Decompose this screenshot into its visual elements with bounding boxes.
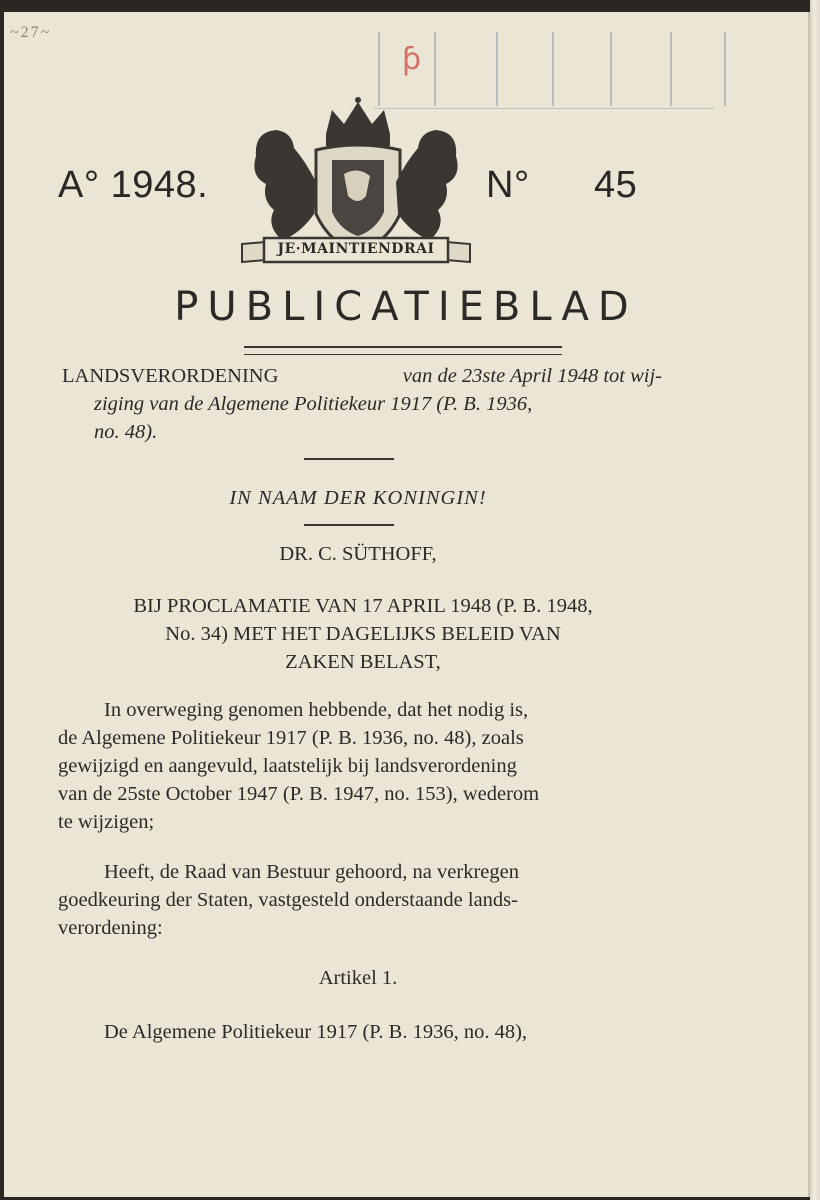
publication-title: PUBLICATIEBLAD [174,284,638,330]
proclamation-line-3: ZAKEN BELAST, [285,651,441,673]
number-value: 45 [594,164,638,206]
year-label: A° 1948. [58,164,209,206]
page-edge [810,0,820,1200]
signatory: DR. C. SÜTHOFF, [279,543,437,565]
title-double-rule [244,346,562,355]
proclamation-line-1: BIJ PROCLAMATIE VAN 17 APRIL 1948 (P. B. 1948, [133,595,593,617]
paragraph-1-line: van de 25ste October 1947 (P. B. 1947, no. 153), wederom [58,783,540,805]
ordinance-line-2: ziging van de Algemene Politiekeur 1917 (P. B. 1936, [94,393,533,415]
left-lion-icon [254,130,316,240]
motto-text: JE·MAINTIENDRAI [277,241,435,257]
paragraph-enactment [58,858,658,942]
invocation: IN NAAM DER KONINGIN! [229,487,487,509]
paragraph-1-line: de Algemene Politiekeur 1917 (P. B. 1936, no. 48), zoals [58,727,524,749]
right-lion-icon [396,130,458,240]
paragraph-2-line: Heeft, de Raad van Bestuur gehoord, na verkregen [104,861,519,883]
paragraph-2-line: goedkeuring der Staten, vastgesteld onderstaande lands- [58,889,518,911]
article-text: De Algemene Politiekeur 1917 (P. B. 1936, no. 48), [104,1021,528,1043]
red-pencil-mark: ƥ [402,42,422,77]
proclamation [58,592,668,676]
ordinance-heading [62,362,662,446]
ordinance-line-3: no. 48). [94,421,158,443]
paragraph-considering [58,696,658,836]
document-page [4,12,814,1197]
paragraph-1-line: In overweging genomen hebbende, dat het nodig is, [104,699,529,721]
proclamation-line-2: No. 34) MET HET DAGELIJKS BELEID VAN [165,623,561,645]
paragraph-2-line: verordening: [58,917,163,939]
paragraph-1-line: gewijzigd en aangevuld, laatstelijk bij landsverordening [58,755,517,777]
section-rule-1 [304,458,394,460]
section-rule-2 [304,524,394,526]
ordinance-intro: LANDSVERORDENING [62,365,279,387]
number-label: N° [486,164,530,206]
crown-icon [326,97,390,146]
corner-handwritten-note: ~27~ [10,24,52,41]
article-heading: Artikel 1. [318,967,398,989]
paragraph-1-line: te wijzigen; [58,811,155,833]
ordinance-intro-italic: van de 23ste April 1948 tot wij- [402,365,662,387]
